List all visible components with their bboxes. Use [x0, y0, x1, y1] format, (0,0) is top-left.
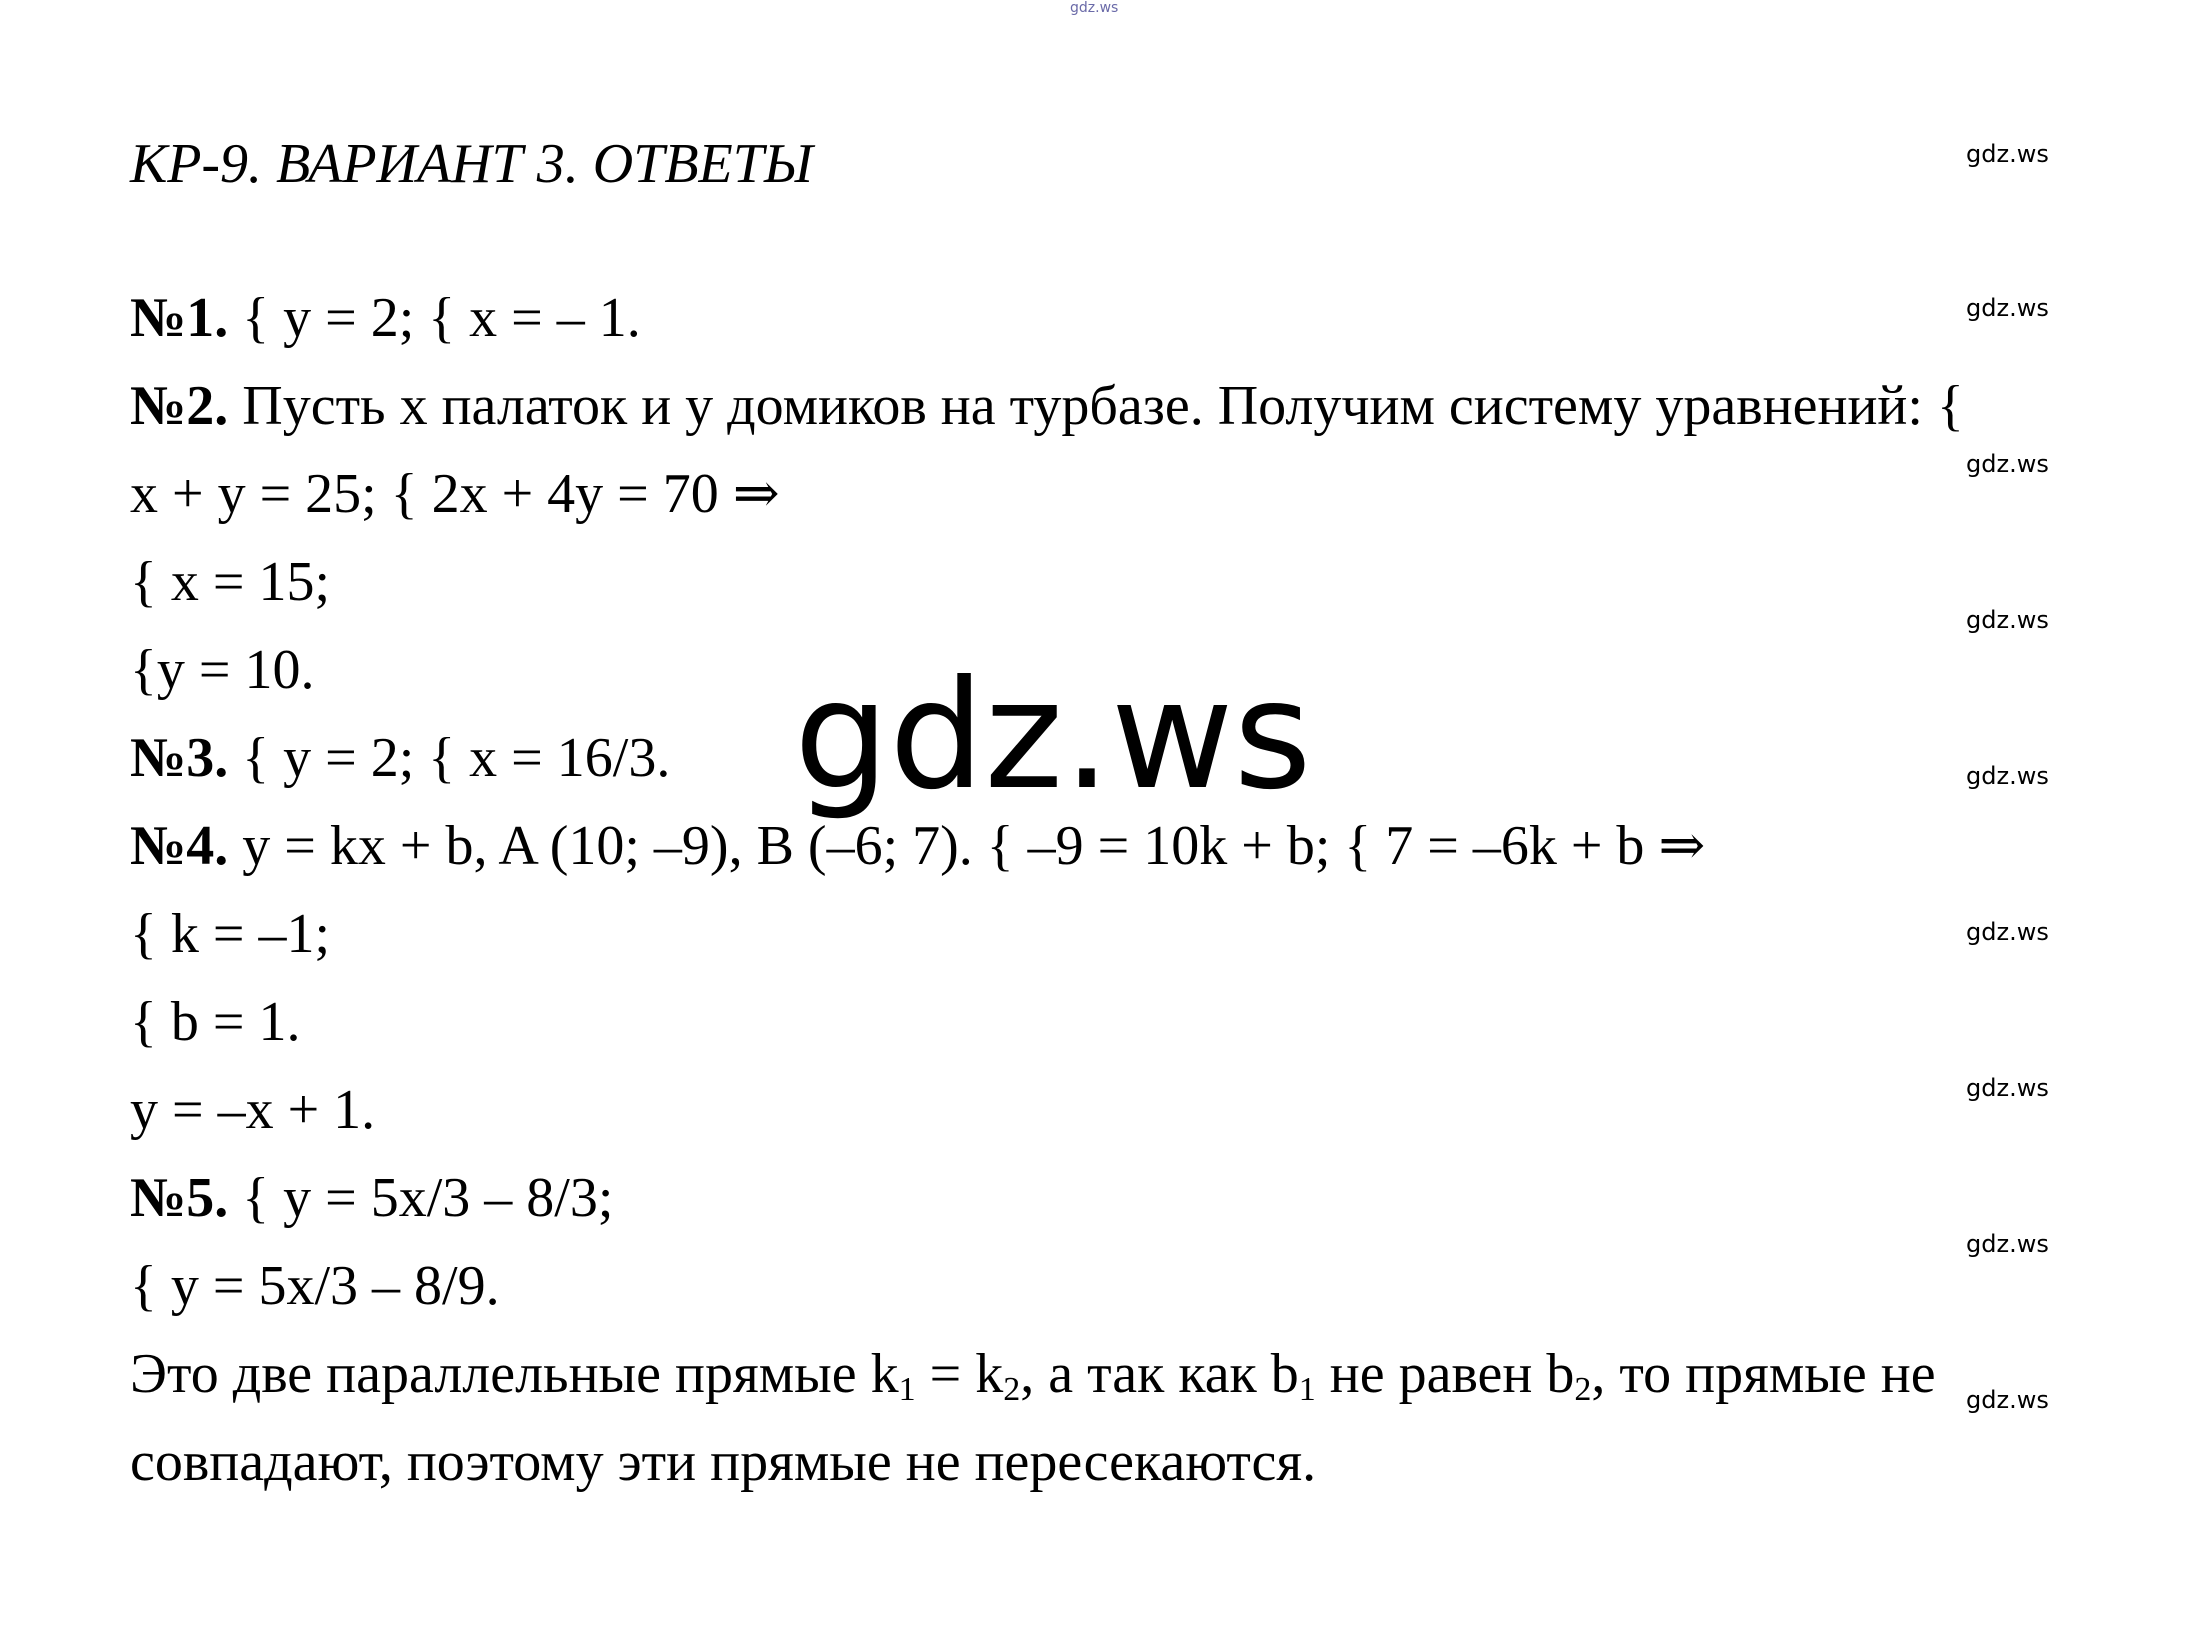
side-watermark: gdz.ws — [1966, 450, 2049, 478]
subscript: 1 — [898, 1371, 916, 1408]
answer-5-label: №5. — [130, 1167, 229, 1229]
side-watermark: gdz.ws — [1966, 918, 2049, 946]
answer-1 — [130, 285, 641, 351]
answer-4-text: y = kx + b, A (10; –9), B (–6; 7). { –9 = 10k + b; { 7 = –6k + b ⇒ — [228, 815, 1706, 877]
center-watermark: gdz.ws — [794, 649, 1312, 823]
side-watermark: gdz.ws — [1966, 1230, 2049, 1258]
page-title: КР-9. ВАРИАНТ 3. ОТВЕТЫ — [130, 133, 813, 195]
answer-1-text: { y = 2; { x = – 1. — [228, 287, 641, 349]
answer-4-label: №4. — [130, 815, 229, 877]
answer-4-line-2: { k = –1; — [130, 903, 331, 965]
answer-5 — [130, 1165, 613, 1231]
side-watermark: gdz.ws — [1966, 140, 2049, 168]
answer-4-line-4: y = –x + 1. — [130, 1079, 376, 1141]
conclusion-part: , то прямые не — [1591, 1343, 1936, 1405]
side-watermark: gdz.ws — [1966, 294, 2049, 322]
subscript: 2 — [1574, 1371, 1592, 1408]
answer-5-conclusion-line-2: совпадают, поэтому эти прямые не пересекаются. — [130, 1431, 1317, 1493]
answer-2 — [130, 373, 1964, 439]
answer-5-line-2: { y = 5x/3 – 8/9. — [130, 1255, 500, 1317]
top-watermark: gdz.ws — [1070, 0, 1119, 16]
answer-1-label: №1. — [130, 287, 229, 349]
side-watermark: gdz.ws — [1966, 606, 2049, 634]
conclusion-part: = k — [915, 1343, 1004, 1405]
side-watermark: gdz.ws — [1966, 1074, 2049, 1102]
answer-2-label: №2. — [130, 375, 229, 437]
answer-4-line-3: { b = 1. — [130, 991, 301, 1053]
answer-3-label: №3. — [130, 727, 229, 789]
side-watermark: gdz.ws — [1966, 1386, 2049, 1414]
answer-2-line-4: {y = 10. — [130, 639, 315, 701]
conclusion-part: не равен b — [1315, 1343, 1575, 1405]
answer-2-text: Пусть x палаток и y домиков на турбазе. Получим систему уравнений: { — [228, 375, 1964, 437]
answer-3 — [130, 725, 670, 791]
answer-3-text: { y = 2; { x = 16/3. — [228, 727, 671, 789]
conclusion-part: Это две параллельные прямые k — [130, 1343, 899, 1405]
answer-5-conclusion — [130, 1341, 1936, 1407]
answer-2-line-2: x + y = 25; { 2x + 4y = 70 ⇒ — [130, 463, 780, 525]
subscript: 2 — [1003, 1371, 1021, 1408]
conclusion-part: , а так как b — [1020, 1343, 1299, 1405]
answer-2-line-3: { x = 15; — [130, 551, 331, 613]
subscript: 1 — [1298, 1371, 1316, 1408]
side-watermark: gdz.ws — [1966, 762, 2049, 790]
answer-5-text: { y = 5x/3 – 8/3; — [228, 1167, 614, 1229]
